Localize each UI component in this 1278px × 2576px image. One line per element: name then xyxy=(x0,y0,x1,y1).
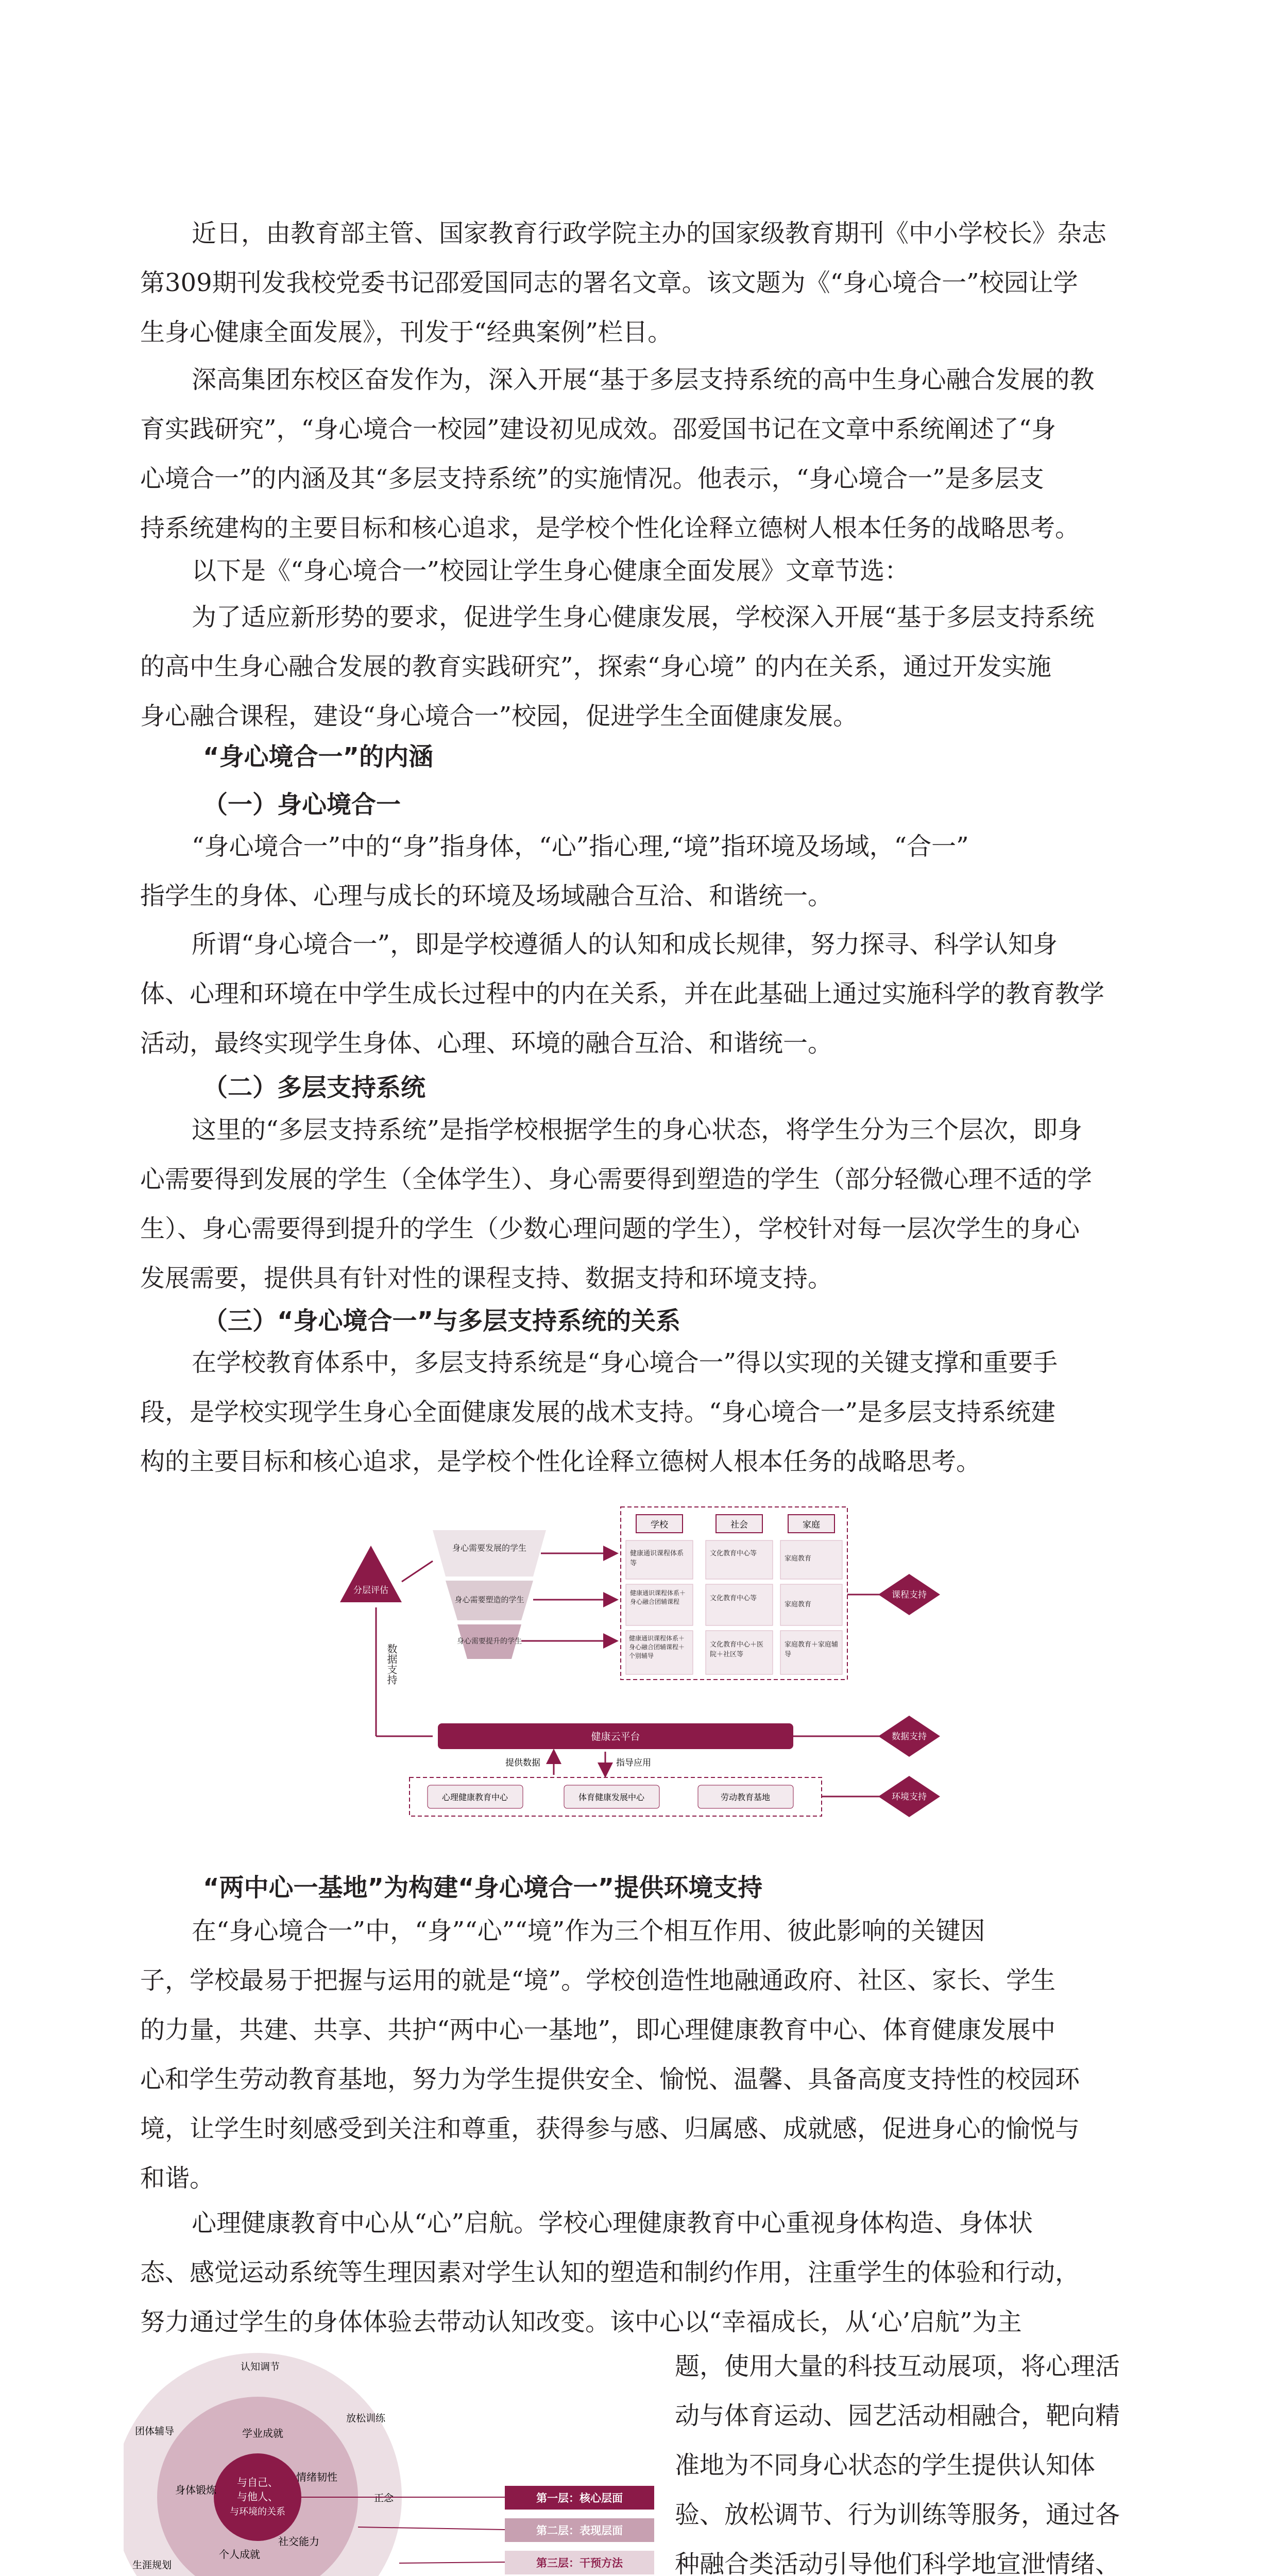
text-line: 身心融合课程，建设“身心境合一”校园，促进学生全面健康发展。 xyxy=(140,702,858,731)
three-layer-circle-diagram xyxy=(124,2347,664,2576)
outer-item: 生涯规划 xyxy=(132,2560,172,2571)
funnel-layer-1 xyxy=(433,1530,546,1577)
provide-data-label: 提供数据 xyxy=(505,1758,540,1768)
intro-paragraph-1 xyxy=(140,209,1157,357)
intro-paragraph-3 xyxy=(140,546,1157,596)
inner-item: 身体锻炼 xyxy=(175,2484,216,2496)
subheading-2: （二）多层支持系统 xyxy=(203,1073,426,1102)
text-line: 体、心理和环境在中学生成长过程中的内在关系，并在此基础上通过实施科学的教育教学 xyxy=(140,979,1105,1008)
support-system-diagram xyxy=(335,1504,963,1824)
inner-item: 情绪韧性 xyxy=(296,2471,337,2483)
text-line: 所谓“身心境合一”，即是学校遵循人的认知和成长规律，努力探寻、科学认知身 xyxy=(192,930,1058,959)
core-line-3: 与环境的关系 xyxy=(230,2506,285,2517)
text-line: 心和学生劳动教育基地，努力为学生提供安全、愉悦、温馨、具备高度支持性的校园环 xyxy=(140,2065,1080,2094)
text-line: 动与体育运动、园艺活动相融合，靶向精 xyxy=(675,2401,1120,2430)
text-line: 在“身心境合一”中，“身”“心”“境”作为三个相互作用、彼此影响的关键因 xyxy=(192,1917,985,1945)
text-line: 子，学校最易于把握与运用的就是“境”。学校创造性地融通政府、社区、家长、学生 xyxy=(140,1966,1056,1995)
intro-paragraph-2 xyxy=(140,355,1157,553)
text-line: 心需要得到发展的学生（全体学生）、身心需要得到塑造的学生（部分轻微心理不适的学 xyxy=(140,1165,1093,1194)
cell-r3c2: 文化教育中心＋医院＋社区等 xyxy=(710,1641,764,1658)
env-support-label: 环境支持 xyxy=(892,1792,927,1802)
text-line: 生）、身心需要得到提升的学生（少数心理问题的学生），学校针对每一层次学生的身心 xyxy=(140,1214,1080,1243)
inner-item: 学业成就 xyxy=(242,2427,283,2439)
cell-r3c1: 健康通识课程体系＋身心融合团辅课程＋个别辅导 xyxy=(629,1635,685,1659)
col-family-label: 家庭 xyxy=(803,1520,820,1530)
text-line: 近日，由教育部主管、国家教育行政学院主办的国家级教育期刊《中小学校长》杂志 xyxy=(192,219,1107,248)
subheading-3: （三）“身心境合一”与多层支持系统的关系 xyxy=(203,1307,681,1335)
intro-paragraph-4 xyxy=(140,592,1157,741)
cell-r2c3: 家庭教育 xyxy=(785,1601,812,1608)
text-line: 持系统建构的主要目标和核心追求，是学校个性化诠释立德树人根本任务的战略思考。 xyxy=(140,514,1080,543)
text-line: 和谐。 xyxy=(140,2164,215,2193)
paragraph-9 xyxy=(140,1906,1157,2203)
text-line: 题，使用大量的科技互动展项，将心理活 xyxy=(675,2352,1120,2381)
text-line: 活动，最终实现学生身体、心理、环境的融合互洽、和谐统一。 xyxy=(140,1029,833,1058)
text-line: 第309期刊发我校党委书记邵爱国同志的署名文章。该文题为《“身心境合一”校园让学 xyxy=(140,268,1078,297)
paragraph-10-wrap xyxy=(675,2342,1159,2576)
core-line-2: 与他人、 xyxy=(237,2490,278,2503)
text-line: 心境合一”的内涵及其“多层支持系统”的实施情况。他表示，“身心境合一”是多层支 xyxy=(140,464,1044,493)
outer-item: 放松训练 xyxy=(346,2413,386,2424)
outer-item: 认知调节 xyxy=(240,2361,280,2372)
center-psych-label: 心理健康教育中心 xyxy=(441,1792,508,1802)
center-sports-label: 体育健康发展中心 xyxy=(578,1792,645,1802)
platform-label: 健康云平台 xyxy=(591,1731,640,1742)
paragraph-10 xyxy=(140,2198,1157,2347)
text-line: 境，让学生时刻感受到关注和尊重，获得参与感、归属感、成就感，促进身心的愉悦与 xyxy=(140,2114,1080,2143)
cell-r2c1: 健康通识课程体系＋身心融合团辅课程 xyxy=(630,1589,686,1605)
paragraph-6 xyxy=(140,920,1157,1068)
subheading-1: （一）身心境合一 xyxy=(203,790,401,819)
layer-pointer xyxy=(399,2562,505,2563)
funnel-label-1: 身心需要发展的学生 xyxy=(452,1543,527,1553)
text-line: 的高中生身心融合发展的教育实践研究”，探索“身心境” 的内在关系，通过开发实施 xyxy=(140,652,1051,681)
text-line: 育实践研究”，“身心境合一校园”建设初见成效。邵爱国书记在文章中系统阐述了“身 xyxy=(140,415,1057,444)
text-line: 为了适应新形势的要求，促进学生身心健康发展，学校深入开展“基于多层支持系统 xyxy=(192,603,1095,632)
cell-r2c2: 文化教育中心等 xyxy=(710,1595,757,1602)
text-line: 态、感觉运动系统等生理因素对学生认知的塑造和制约作用，注重学生的体验和行动， xyxy=(140,2258,1080,2287)
text-line: 深高集团东校区奋发作为，深入开展“基于多层支持系统的高中生身心融合发展的教 xyxy=(192,365,1095,394)
inner-item: 社交能力 xyxy=(278,2535,319,2548)
text-line: 指学生的身体、心理与成长的环境及场域融合互洽、和谐统一。 xyxy=(140,882,833,910)
col-society-label: 社会 xyxy=(730,1520,748,1530)
paragraph-8 xyxy=(140,1338,1157,1486)
text-line: 的力量，共建、共享、共护“两中心一基地”，即心理健康教育中心、体育健康发展中 xyxy=(140,2015,1056,2044)
cell-r1c2: 文化教育中心等 xyxy=(710,1550,757,1557)
layer-2-label: 第二层：表现层面 xyxy=(536,2524,623,2537)
connector-line xyxy=(402,1561,433,1582)
text-line: 准地为不同身心状态的学生提供认知体 xyxy=(675,2451,1096,2480)
text-line: 段，是学校实现学生身心全面健康发展的战术支持。“身心境合一”是多层支持系统建 xyxy=(140,1398,1056,1427)
section-heading-environment: “两中心一基地”为构建“身心境合一”提供环境支持 xyxy=(203,1873,763,1902)
text-line: 验、放松调节、行为训练等服务，通过各 xyxy=(675,2500,1120,2529)
cell-r3c3: 家庭教育＋家庭辅导 xyxy=(785,1641,839,1658)
funnel-label-3: 身心需要提升的学生 xyxy=(457,1637,522,1646)
cell-r1c1: 健康通识课程体系等 xyxy=(630,1550,684,1567)
layer-3-label: 第三层：干预方法 xyxy=(536,2557,623,2569)
data-support-vertical: 数据支持 xyxy=(385,1643,398,1685)
text-line: 发展需要，提供具有针对性的课程支持、数据支持和环境支持。 xyxy=(140,1264,833,1293)
text-line: 构的主要目标和核心追求，是学校个性化诠释立德树人根本任务的战略思考。 xyxy=(140,1447,981,1476)
text-line: 心理健康教育中心从“心”启航。学校心理健康教育中心重视身体构造、身体状 xyxy=(192,2209,1033,2238)
inner-item: 个人成就 xyxy=(219,2548,260,2561)
col-school-label: 学校 xyxy=(651,1520,668,1530)
outer-item: 正念 xyxy=(373,2493,394,2504)
paragraph-7 xyxy=(140,1105,1157,1303)
data-support-label: 数据支持 xyxy=(892,1732,927,1742)
paragraph-5 xyxy=(140,822,1157,921)
text-line: “身心境合一”中的“身”指身体，“心”指心理,“境”指环境及场域，“合一” xyxy=(192,832,969,861)
text-line: 种融合类活动引导他们科学地宣泄情绪、 xyxy=(675,2550,1120,2576)
text-line: 在学校教育体系中，多层支持系统是“身心境合一”得以实现的关键支撑和重要手 xyxy=(192,1348,1058,1377)
funnel-label-2: 身心需要塑造的学生 xyxy=(454,1595,524,1604)
text-line: 努力通过学生的身体体验去带动认知改变。该中心以“幸福成长，从‘心’启航”为主 xyxy=(140,2308,1022,2336)
guide-app-label: 指导应用 xyxy=(616,1758,651,1768)
cell-r1c3: 家庭教育 xyxy=(785,1555,812,1563)
section-heading-connotation: “身心境合一”的内涵 xyxy=(203,742,434,771)
outer-item: 团体辅导 xyxy=(134,2426,175,2437)
assessment-label: 分层评估 xyxy=(353,1585,388,1596)
center-labor-label: 劳动教育基地 xyxy=(720,1792,771,1802)
text-line: 生身心健康全面发展》，刊发于“经典案例”栏目。 xyxy=(140,318,673,347)
text-line: 以下是《“身心境合一”校园让学生身心健康全面发展》文章节选： xyxy=(192,556,910,585)
core-line-1: 与自己、 xyxy=(237,2476,278,2488)
layer-1-label: 第一层：核心层面 xyxy=(536,2492,623,2504)
text-line: 这里的“多层支持系统”是指学校根据学生的身心状态，将学生分为三个层次，即身 xyxy=(192,1115,1083,1144)
course-support-label: 课程支持 xyxy=(892,1590,927,1600)
